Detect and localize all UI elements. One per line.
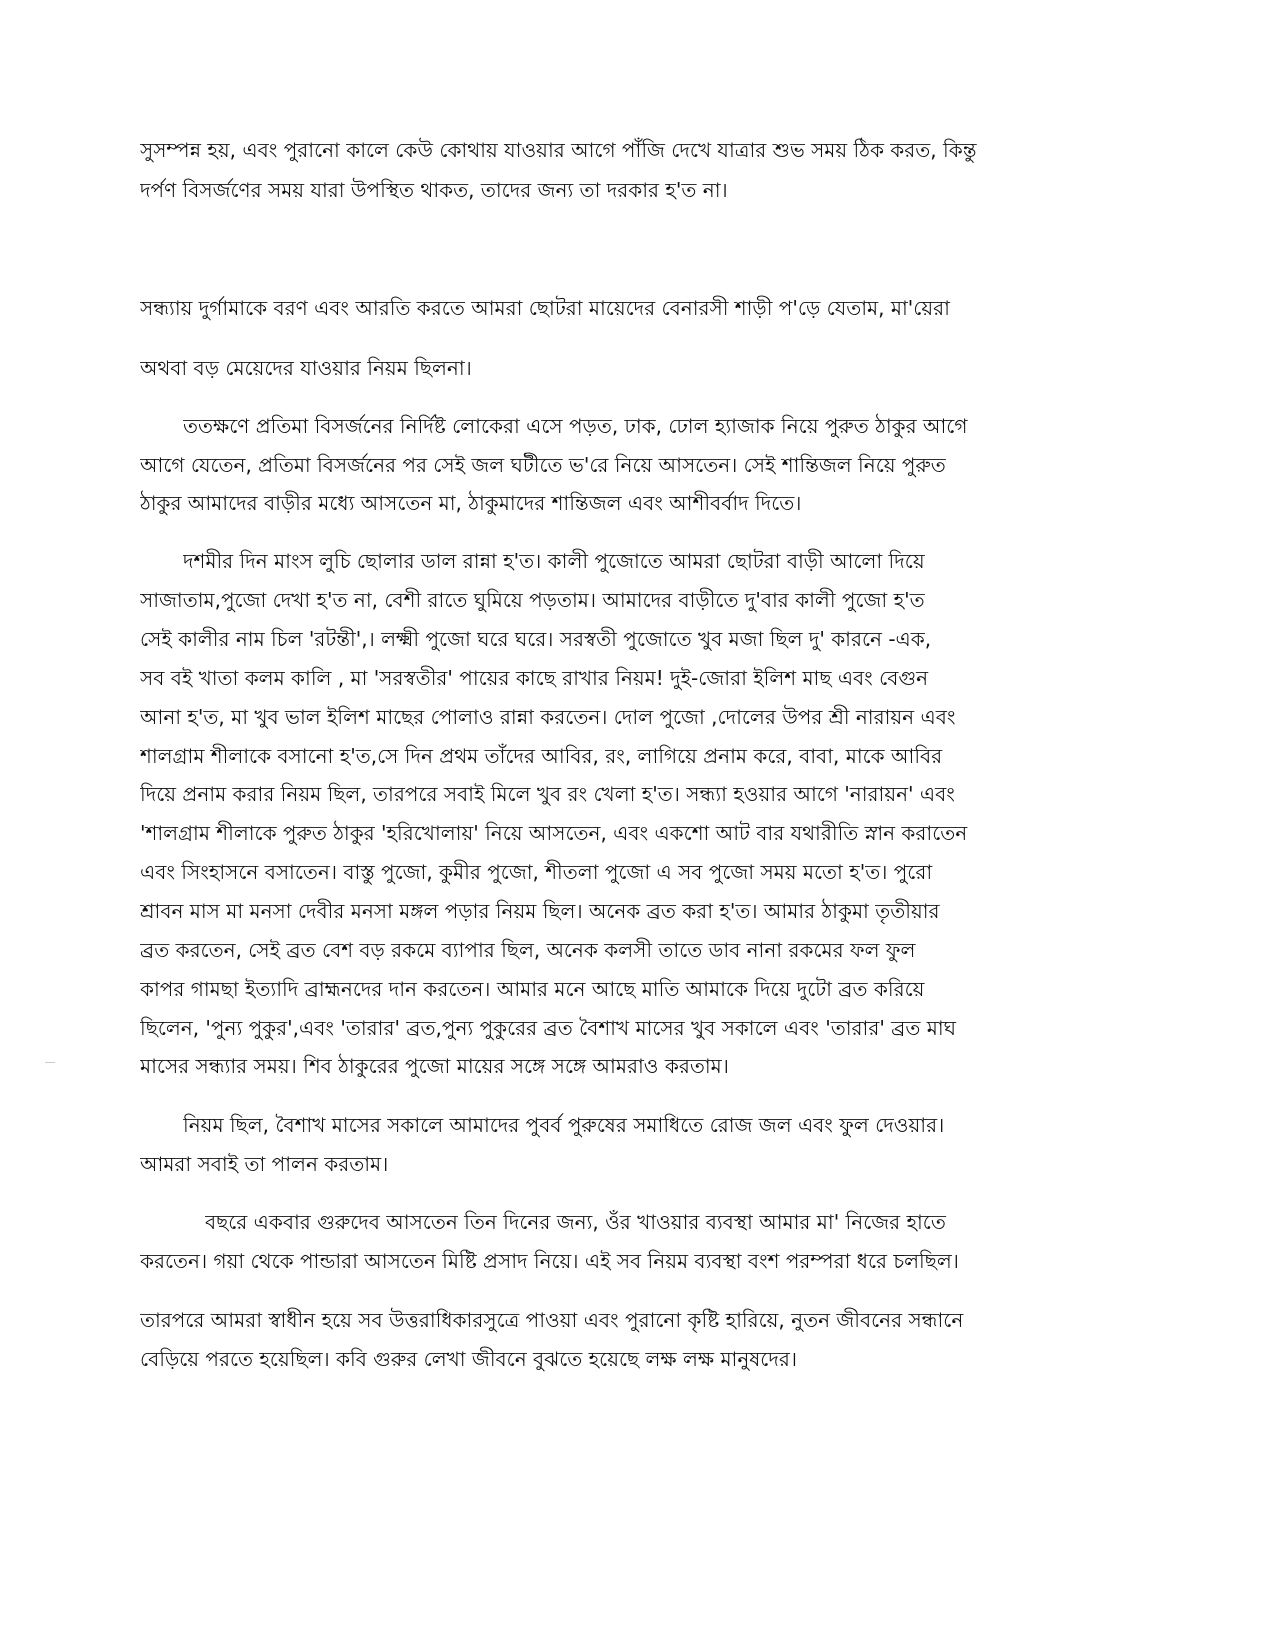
text-line: সব বই খাতা কলম কালি , মা 'সরস্বতীর' পায়ের কাছে রাখার নিয়ম! দুই-জোরা ইলিশ মাছ এবং বেগুন bbox=[140, 666, 929, 690]
text-line: মাসের সন্ধ্যার সময়। শিব ঠাকুরের পুজো মায়ের সঙ্গে সঙ্গে আমরাও করতাম। bbox=[140, 1054, 729, 1078]
text-line: শ্রাবন মাস মা মনসা দেবীর মনসা মঙ্গল পড়ার নিয়ম ছিল। অনেক ব্রত করা হ'ত। আমার ঠাকুমা তৃতীয়ার bbox=[140, 899, 940, 923]
text-line: করতেন। গয়া থেকে পান্ডারা আসতেন মিষ্টি প্রসাদ নিয়ে। এই সব নিয়ম ব্যবস্থা বংশ পরম্পরা ধরে চলছিল। bbox=[140, 1249, 959, 1273]
text-line: ব্রত করতেন, সেই ব্রত বেশ বড় রকমে ব্যাপার ছিল, অনেক কলসী তাতে ডাব নানা রকমের ফল ফুল bbox=[140, 938, 916, 962]
text-line: আগে যেতেন, প্রতিমা বিসর্জনের পর সেই জল ঘটীতে ভ'রে নিয়ে আসতেন। সেই শান্তিজল নিয়ে পুরুত bbox=[140, 453, 946, 477]
text-line: তারপরে আমরা স্বাধীন হয়ে সব উত্তরাধিকারসুত্রে পাওয়া এবং পুরানো কৃষ্টি হারিয়ে, নুতন জীবনের সন্ধানে bbox=[140, 1308, 964, 1332]
text-line: সন্ধ্যায় দুর্গামাকে বরণ এবং আরতি করতে আমরা ছোটরা মায়েদের বেনারসী শাড়ী প'ড়ে যেতাম, মা'য়েরা bbox=[140, 296, 950, 320]
text-line: সাজাতাম,পুজো দেখা হ'ত না, বেশী রাতে ঘুমিয়ে পড়তাম। আমাদের বাড়ীতে দু'বার কালী পুজো হ'ত bbox=[140, 588, 925, 612]
text-line: বেড়িয়ে পরতে হয়েছিল। কবি গুরুর লেখা জীবনে বুঝতে হয়েছে লক্ষ লক্ষ মানুষদের। bbox=[140, 1347, 798, 1371]
text-line: দর্পণ বিসর্জণের সময় যারা উপস্থিত থাকত, তাদের জন্য তা দরকার হ'ত না। bbox=[140, 178, 728, 202]
text-line: ততক্ষণে প্রতিমা বিসর্জনের নির্দিষ্ট লোকেরা এসে পড়ত, ঢাক, ঢোল হ্যাজাক নিয়ে পুরুত ঠাকুর আগে bbox=[183, 414, 968, 438]
text-line: দশমীর দিন মাংস লুচি ছোলার ডাল রান্না হ'ত। কালী পুজোতে আমরা ছোটরা বাড়ী আলো দিয়ে bbox=[183, 549, 925, 573]
text-line: আমরা সবাই তা পালন করতাম। bbox=[140, 1152, 389, 1176]
text-line: ছিলেন, 'পুন্য পুকুর',এবং 'তারার' ব্রত,পুন্য পুকুরের ব্রত বৈশাখ মাসের খুব সকালে এবং 'তারার' ব্রত মাঘ bbox=[140, 1016, 957, 1040]
text-line: আনা হ'ত, মা খুব ভাল ইলিশ মাছের পোলাও রান্না করতেন। দোল পুজো ,দোলের উপর শ্রী নারায়ন এবং bbox=[140, 705, 956, 729]
text-line: সুসম্পন্ন হয়, এবং পুরানো কালে কেউ কোথায় যাওয়ার আগে পাঁজি দেখে যাত্রার শুভ সময় ঠিক করত, কিন্তু bbox=[140, 138, 977, 162]
text-line: ঠাকুর আমাদের বাড়ীর মধ্যে আসতেন মা, ঠাকুমাদের শান্তিজল এবং আশীবর্বাদ দিতে। bbox=[140, 491, 802, 515]
text-line: দিয়ে প্রনাম করার নিয়ম ছিল, তারপরে সবাই মিলে খুব রং খেলা হ'ত। সন্ধ্যা হওয়ার আগে 'নারায়ন' এবং bbox=[140, 782, 955, 806]
scan-margin-mark bbox=[45, 1062, 55, 1063]
text-line: নিয়ম ছিল, বৈশাখ মাসের সকালে আমাদের পুবর্ব পুরুষের সমাধিতে রোজ জল এবং ফুল দেওয়ার। bbox=[183, 1113, 945, 1137]
text-line: সেই কালীর নাম চিল 'রটন্তী',। লক্ষ্মী পুজো ঘরে ঘরে। সরস্বতী পুজোতে খুব মজা ছিল দু' কারনে -এক, bbox=[140, 627, 932, 651]
text-line: অথবা বড় মেয়েদের যাওয়ার নিয়ম ছিলনা। bbox=[140, 356, 472, 380]
text-line: শালগ্রাম শীলাকে বসানো হ'ত,সে দিন প্রথম তাঁদের আবির, রং, লাগিয়ে প্রনাম করে, বাবা, মাকে আবির bbox=[140, 744, 943, 768]
text-line: 'শালগ্রাম শীলাকে পুরুত ঠাকুর 'হরিখোলায়' নিয়ে আসতেন, এবং একশো আট বার যথারীতি স্নান করাতেন bbox=[140, 821, 968, 845]
text-line: এবং সিংহাসনে বসাতেন। বাস্তু পুজো, কুমীর পুজো, শীতলা পুজো এ সব পুজো সময় মতো হ'ত। পুরো bbox=[140, 860, 933, 884]
text-line: বছরে একবার গুরুদেব আসতেন তিন দিনের জন্য, ওঁর খাওয়ার ব্যবস্থা আমার মা' নিজের হাতে bbox=[205, 1210, 946, 1234]
text-line: কাপর গামছা ইত্যাদি ব্রাহ্মনদের দান করতেন। আমার মনে আছে মাতি আমাকে দিয়ে দুটো ব্রত করিয়ে bbox=[140, 977, 925, 1001]
